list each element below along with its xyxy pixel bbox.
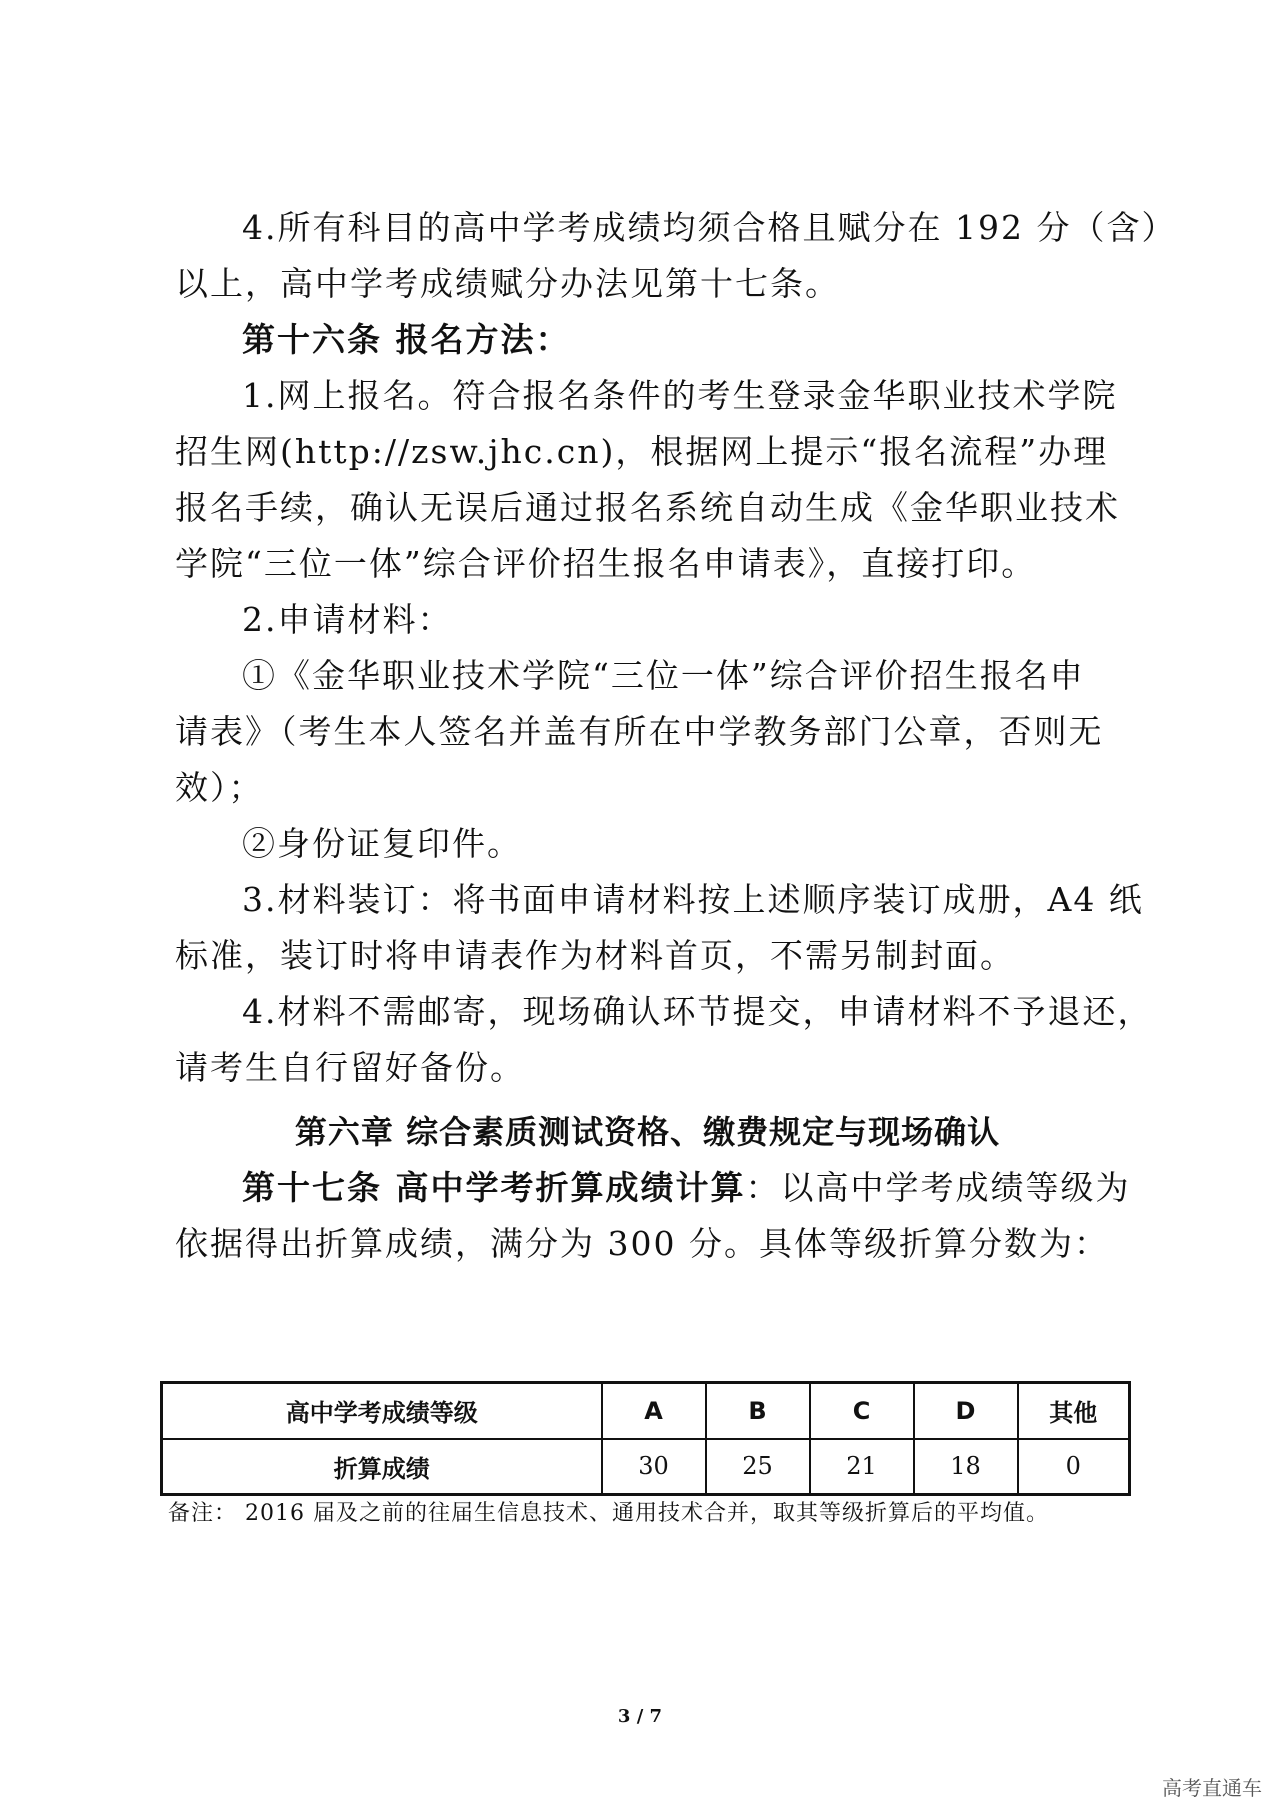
article-16-heading: 第十六条 报名方法：	[242, 320, 571, 359]
grade-cell: 其他	[1018, 1383, 1130, 1439]
paragraph-line: 学院“三位一体”综合评价招生报名申请表》，直接打印。	[175, 544, 1037, 583]
page-number: 3 / 7	[617, 1706, 663, 1727]
score-cell: 0	[1018, 1439, 1130, 1495]
score-cell: 30	[602, 1439, 706, 1495]
table-note: 备注： 2016 届及之前的往届生信息技术、通用技术合并，取其等级折算后的平均值。	[168, 1501, 1049, 1526]
grade-header-label: 高中学考成绩等级	[162, 1383, 602, 1439]
article-17-line	[242, 1166, 1131, 1210]
paragraph-line: 效）；	[175, 768, 264, 807]
grade-conversion-table	[160, 1381, 1131, 1496]
score-cell: 25	[706, 1439, 810, 1495]
paragraph-line: 4.材料不需邮寄，现场确认环节提交，申请材料不予退还，	[242, 992, 1153, 1031]
paragraph-line: 招生网(http://zsw.jhc.cn)，根据网上提示“报名流程”办理	[175, 432, 1109, 471]
paragraph-line: 以上，高中学考成绩赋分办法见第十七条。	[175, 264, 840, 303]
grade-cell: C	[810, 1383, 914, 1439]
grade-cell: B	[706, 1383, 810, 1439]
paragraph-line: 依据得出折算成绩，满分为 300 分。具体等级折算分数为：	[175, 1224, 1109, 1263]
paragraph-line: ②身份证复印件。	[242, 824, 522, 863]
paragraph-line: 报名手续，确认无误后通过报名系统自动生成《金华职业技术	[175, 488, 1120, 527]
paragraph-line: 3.材料装订：将书面申请材料按上述顺序装订成册，A4 纸	[242, 880, 1144, 919]
paragraph-line: 1.网上报名。符合报名条件的考生登录金华职业技术学院	[242, 376, 1118, 415]
paragraph-line: 标准，装订时将申请表作为材料首页，不需另制封面。	[175, 936, 1015, 975]
paragraph-line: 请表》（考生本人签名并盖有所在中学教务部门公章，否则无	[175, 712, 1104, 751]
table-header-row	[162, 1383, 1130, 1439]
grade-cell: D	[914, 1383, 1018, 1439]
score-row-label: 折算成绩	[162, 1439, 602, 1495]
paragraph-line: 请考生自行留好备份。	[175, 1048, 525, 1087]
chapter-title: 第六章 综合素质测试资格、缴费规定与现场确认	[294, 1113, 1001, 1151]
paragraph-line: 2.申请材料：	[242, 600, 453, 639]
score-cell: 21	[810, 1439, 914, 1495]
paragraph-line: 4.所有科目的高中学考成绩均须合格且赋分在 192 分（含）	[242, 208, 1177, 247]
score-cell: 18	[914, 1439, 1018, 1495]
grade-cell: A	[602, 1383, 706, 1439]
paragraph-line: ①《金华职业技术学院“三位一体”综合评价招生报名申	[242, 656, 1085, 695]
article-17-text: ：以高中学考成绩等级为	[745, 1168, 1131, 1207]
article-17-heading: 第十七条 高中学考折算成绩计算	[242, 1168, 746, 1207]
table-row	[162, 1439, 1130, 1495]
watermark-text: 高考直通车	[1162, 1776, 1262, 1800]
